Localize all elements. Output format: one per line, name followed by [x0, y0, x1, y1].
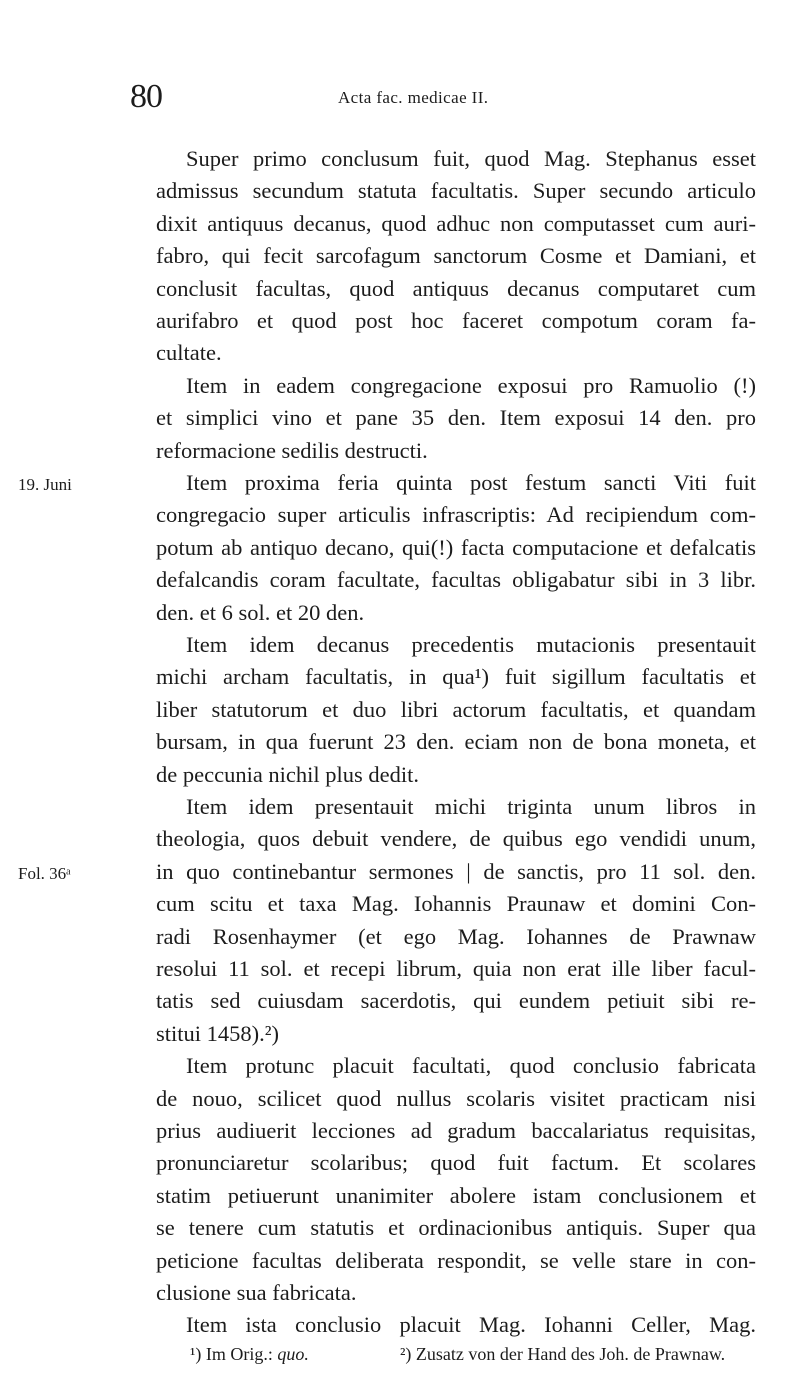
text-line: dixit antiquus decanus, quod adhuc non computasset cum auri- [156, 210, 756, 236]
text-line: et simplici vino et pane 35 den. Item exposui 14 den. pro [156, 405, 756, 431]
text-line: Item idem decanus precedentis mutacionis presentauit [186, 632, 756, 657]
text-line: Item idem presentauit michi triginta unum libros in [186, 794, 756, 819]
text-line: michi archam facultatis, in qua¹) fuit sigillum facultatis et [156, 664, 756, 690]
running-head: Acta fac. medicae II. [338, 88, 489, 107]
page-number: 80 [130, 78, 162, 115]
text-line: Super primo conclusum fuit, quod Mag. Stephanus esset [186, 146, 756, 171]
text-line: liber statutorum et duo libri actorum facultatis, et quandam [156, 696, 756, 722]
footnote-1-lead: ¹) Im Orig.: [190, 1344, 278, 1364]
text-line: cum scitu et taxa Mag. Iohannis Praunaw et domini Con- [156, 891, 756, 917]
text-line: theologia, quos debuit vendere, de quibus ego vendidi unum, [156, 826, 756, 852]
text-line: statim petiuerunt unanimiter abolere istam conclusionem et [156, 1182, 756, 1208]
text-line: Item protunc placuit facultati, quod conclusio fabricata [186, 1053, 756, 1079]
text-line: se tenere cum statutis et ordinacionibus antiquis. Super qua [156, 1215, 756, 1241]
text-line: Item proxima feria quinta post festum sancti Viti fuit [186, 470, 756, 495]
text-line: de nouo, scilicet quod nullus scolaris visitet practicam nisi [156, 1085, 756, 1111]
text-line: den. et 6 sol. et 20 den. [156, 599, 365, 625]
text-line: tatis sed cuiusdam sacerdotis, qui eundem petiuit sibi re- [156, 988, 756, 1014]
text-line: potum ab antiquo decano, qui(!) facta computacione et defalcatis [156, 534, 756, 560]
text-line: resolui 11 sol. et recepi librum, quia non erat ille liber facul- [156, 956, 756, 981]
text-line: prius audiuerit lecciones ad gradum baccalariatus requisitas, [156, 1118, 756, 1143]
text-line: cultate. [156, 340, 222, 366]
text-line: fabro, qui fecit sarcofagum sanctorum Cosme et Damiani, et [156, 243, 756, 269]
text-line: Item ista conclusio placuit Mag. Iohanni Celler, Mag. [186, 1312, 756, 1338]
margin-note-folio: Fol. 36ᵃ [18, 863, 71, 883]
footnote-1-italic: quo. [277, 1344, 309, 1364]
text-line: peticione facultas deliberata respondit, se velle stare in con- [156, 1247, 756, 1273]
text-line: clusione sua fabricata. [156, 1280, 357, 1305]
footnote-1 [190, 1340, 309, 1368]
text-line: congregacio super articulis infrascriptis: Ad recipiendum com- [156, 502, 756, 528]
text-line: admissus secundum statuta facultatis. Super secundo articulo [156, 178, 756, 204]
text-line: defalcandis coram facultate, facultas obligabatur sibi in 3 libr. [156, 567, 756, 593]
text-line: reformacione sedilis destructi. [156, 437, 428, 463]
text-line: in quo continebantur sermones | de sanctis, pro 11 sol. den. [156, 858, 756, 884]
footnote-2: ²) Zusatz von der Hand des Joh. de Prawnaw. [400, 1344, 726, 1364]
text-line: stitui 1458).²) [156, 1020, 279, 1046]
text-line: pronunciaretur scolaribus; quod fuit factum. Et scolares [156, 1150, 756, 1176]
text-line: Item in eadem congregacione exposui pro Ramuolio (!) [186, 372, 756, 398]
margin-note-date: 19. Juni [18, 475, 72, 494]
text-line: conclusit facultas, quod antiquus decanus computaret cum [156, 275, 756, 301]
text-line: bursam, in qua fuerunt 23 den. eciam non de bona moneta, et [156, 729, 756, 755]
text-line: radi Rosenhaymer (et ego Mag. Iohannes de Prawnaw [156, 923, 756, 949]
text-line: de peccunia nichil plus dedit. [156, 761, 420, 787]
text-line: aurifabro et quod post hoc faceret compotum coram fa- [156, 308, 756, 333]
